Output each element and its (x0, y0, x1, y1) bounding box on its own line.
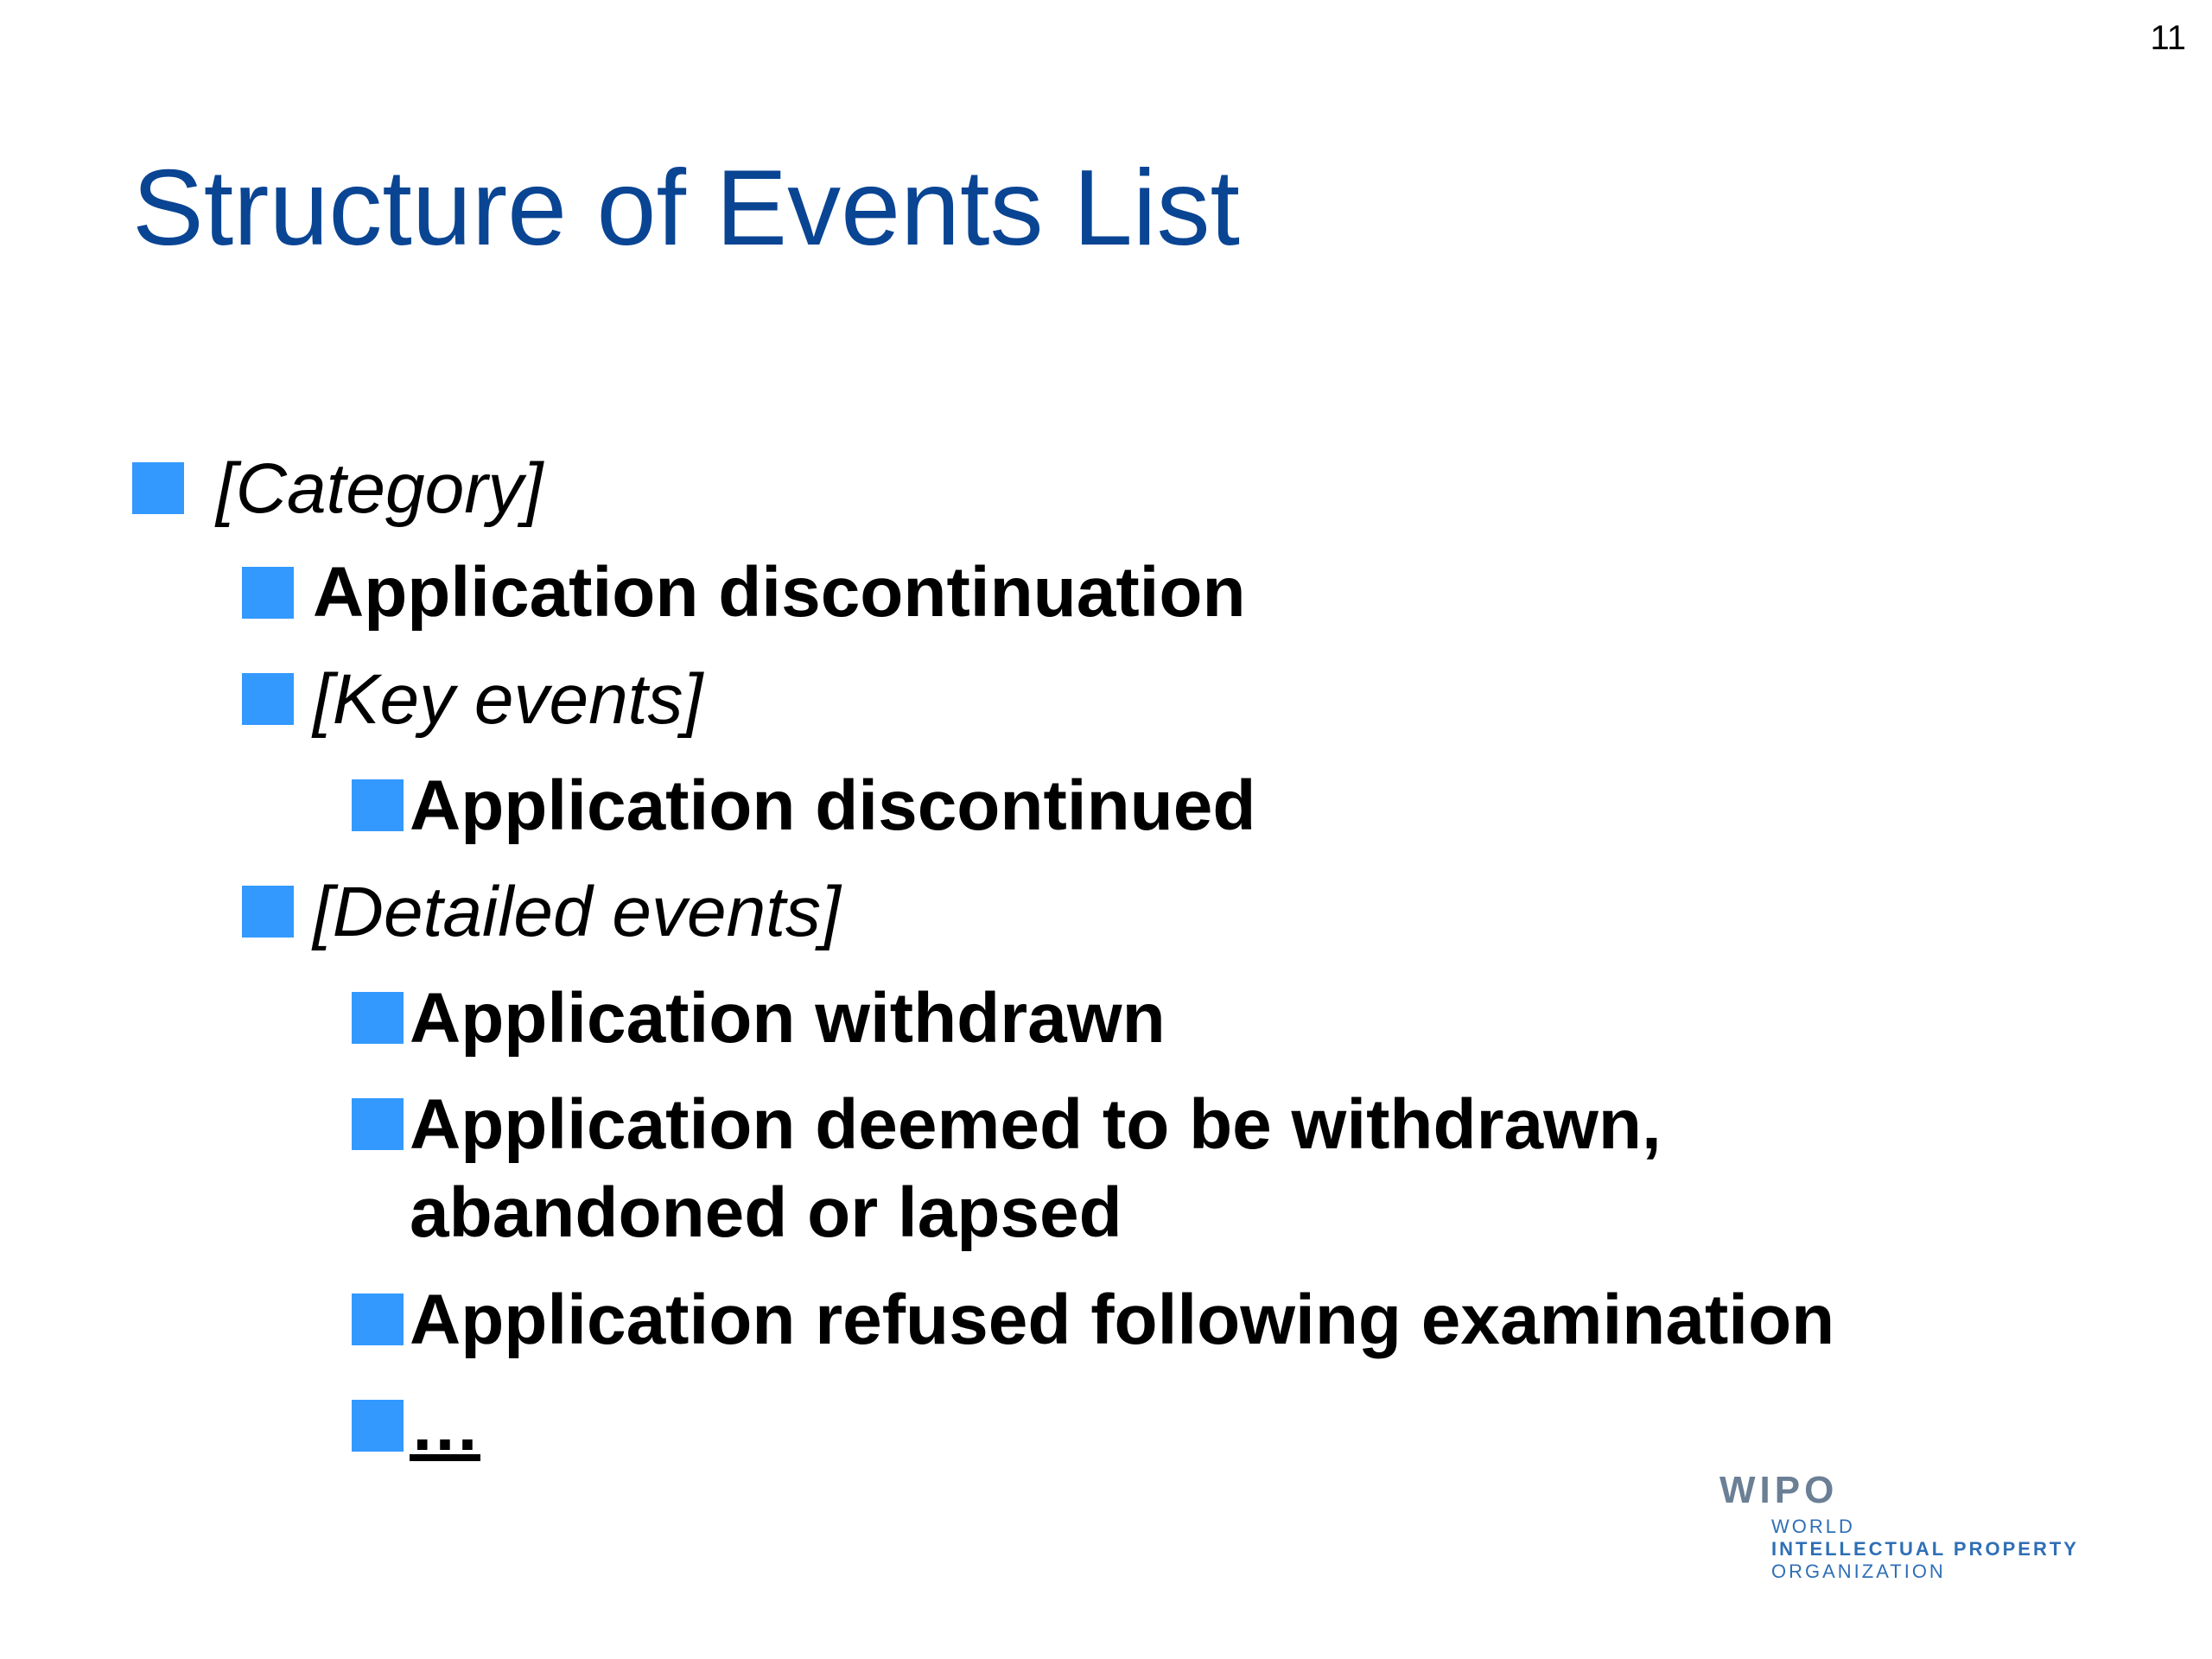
list-item-label: Application discontinuation (313, 553, 1246, 632)
square-bullet-icon (352, 1098, 404, 1150)
logo-line-organization: ORGANIZATION (1771, 1560, 1946, 1582)
square-bullet-icon (352, 1400, 404, 1452)
logo-acronym: WIPO (1719, 1469, 1839, 1511)
page-number: 11 (2150, 19, 2186, 57)
list-item-label: … (410, 1387, 480, 1465)
list-item-label: Application discontinued (410, 766, 1256, 845)
list-item-label-line2: abandoned or lapsed (410, 1173, 1122, 1252)
square-bullet-icon (242, 886, 294, 938)
list-item-label: Application refused following examination (410, 1281, 1835, 1359)
list-item-label: [Key events] (313, 660, 703, 739)
logo-line-intellectual-property: INTELLECTUAL PROPERTY (1771, 1538, 2079, 1560)
list-item-label: Application withdrawn (410, 979, 1166, 1058)
list-item-label-line1: Application deemed to be withdrawn, (410, 1085, 1662, 1164)
slide-title: Structure of Events List (132, 149, 1240, 268)
square-bullet-icon (352, 992, 404, 1044)
list-item-label: [Category] (216, 449, 543, 528)
list-item-label: [Detailed events] (313, 873, 841, 951)
square-bullet-icon (352, 1294, 404, 1345)
square-bullet-icon (242, 567, 294, 619)
square-bullet-icon (242, 673, 294, 725)
square-bullet-icon (352, 779, 404, 831)
logo-line-world: WORLD (1771, 1516, 1855, 1537)
wipo-logo (1719, 1469, 2134, 1590)
square-bullet-icon (132, 462, 184, 514)
